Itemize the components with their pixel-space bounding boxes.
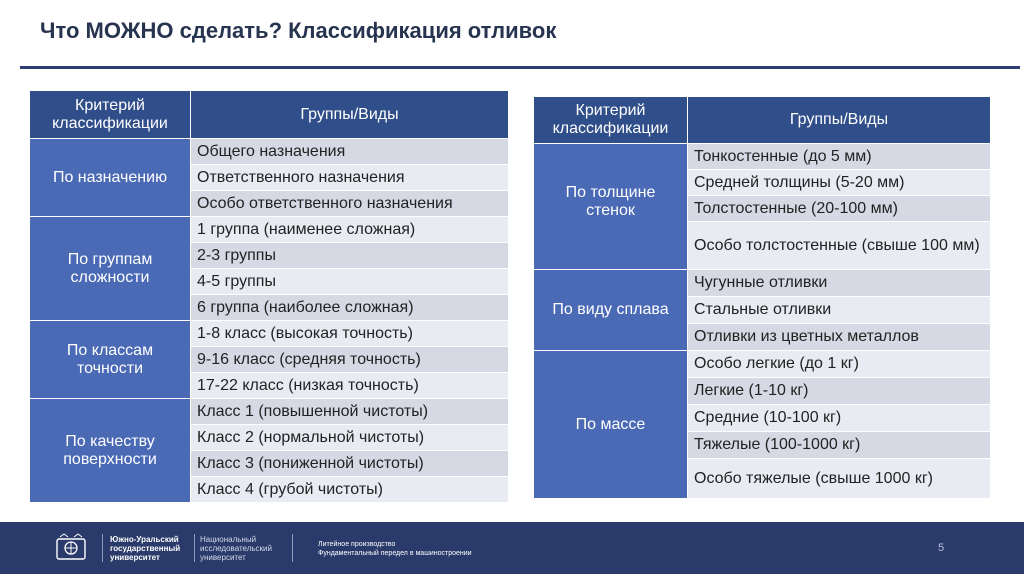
university-name: Южно-Уральский государственный университет bbox=[110, 535, 181, 562]
department-line-2: Фундаментальный передел в машиностроении bbox=[318, 550, 472, 557]
header-criterion: Критерий классификации bbox=[534, 97, 688, 144]
table-cell: Ответственного назначения bbox=[191, 165, 509, 191]
table-cell: Стальные отливки bbox=[688, 297, 991, 324]
criterion-complexity: По группам сложности bbox=[30, 217, 191, 321]
title-divider bbox=[20, 66, 1020, 69]
footer-separator bbox=[292, 534, 293, 562]
table-cell: Класс 1 (повышенной чистоты) bbox=[191, 399, 509, 425]
table-cell: Легкие (1-10 кг) bbox=[688, 378, 991, 405]
header-groups: Группы/Виды bbox=[191, 91, 509, 139]
criterion-surface: По качеству поверхности bbox=[30, 399, 191, 503]
table-cell: Класс 2 (нормальной чистоты) bbox=[191, 425, 509, 451]
susu-emblem-icon bbox=[54, 533, 88, 563]
criterion-alloy-type bbox=[534, 270, 688, 351]
table-cell: Тяжелые (100-1000 кг) bbox=[688, 432, 991, 459]
criterion-mass: По массе bbox=[534, 351, 688, 499]
table-cell: Класс 3 (пониженной чистоты) bbox=[191, 451, 509, 477]
table-cell: Отливки из цветных металлов bbox=[688, 324, 991, 351]
table-cell: Особо тяжелые (свыше 1000 кг) bbox=[688, 459, 991, 499]
criterion-alloy-label: По виду сплава bbox=[552, 301, 669, 318]
table-cell: Средние (10-100 кг) bbox=[688, 405, 991, 432]
table-cell: Тонкостенные (до 5 мм) bbox=[688, 144, 991, 170]
page-number: 5 bbox=[938, 542, 945, 554]
table-cell: Особо ответственного назначения bbox=[191, 191, 509, 217]
footer-bar bbox=[0, 522, 1024, 574]
table-cell: Особо толстостенные (свыше 100 мм) bbox=[688, 222, 991, 270]
footer-separator bbox=[194, 534, 195, 562]
department-info bbox=[318, 540, 472, 558]
table-cell: Средней толщины (5-20 мм) bbox=[688, 170, 991, 196]
table-cell: 17-22 класс (низкая точность) bbox=[191, 373, 509, 399]
right-classification-table bbox=[533, 96, 991, 499]
table-cell: 9-16 класс (средняя точность) bbox=[191, 347, 509, 373]
table-cell: 6 группа (наиболее сложная) bbox=[191, 295, 509, 321]
header-groups: Группы/Виды bbox=[688, 97, 991, 144]
table-cell: Класс 4 (грубой чистоты) bbox=[191, 477, 509, 503]
table-cell: Особо легкие (до 1 кг) bbox=[688, 351, 991, 378]
table-cell: 1 группа (наименее сложная) bbox=[191, 217, 509, 243]
table-cell: Общего назначения bbox=[191, 139, 509, 165]
slide-title: Что МОЖНО сделать? Классификация отливок bbox=[40, 18, 557, 43]
criterion-purpose: По назначению bbox=[30, 139, 191, 217]
university-status: Национальный исследовательский университет bbox=[200, 535, 272, 562]
footer-separator bbox=[102, 534, 103, 562]
table-cell: 1-8 класс (высокая точность) bbox=[191, 321, 509, 347]
table-cell: Толстостенные (20-100 мм) bbox=[688, 196, 991, 222]
criterion-accuracy: По классам точности bbox=[30, 321, 191, 399]
table-cell: Чугунные отливки bbox=[688, 270, 991, 297]
left-classification-table bbox=[29, 90, 509, 503]
criterion-wall-thickness: По толщине стенок bbox=[534, 144, 688, 270]
table-cell: 4-5 группы bbox=[191, 269, 509, 295]
department-line-1: Литейное производство bbox=[318, 541, 396, 548]
header-criterion: Критерий классификации bbox=[30, 91, 191, 139]
table-cell: 2-3 группы bbox=[191, 243, 509, 269]
